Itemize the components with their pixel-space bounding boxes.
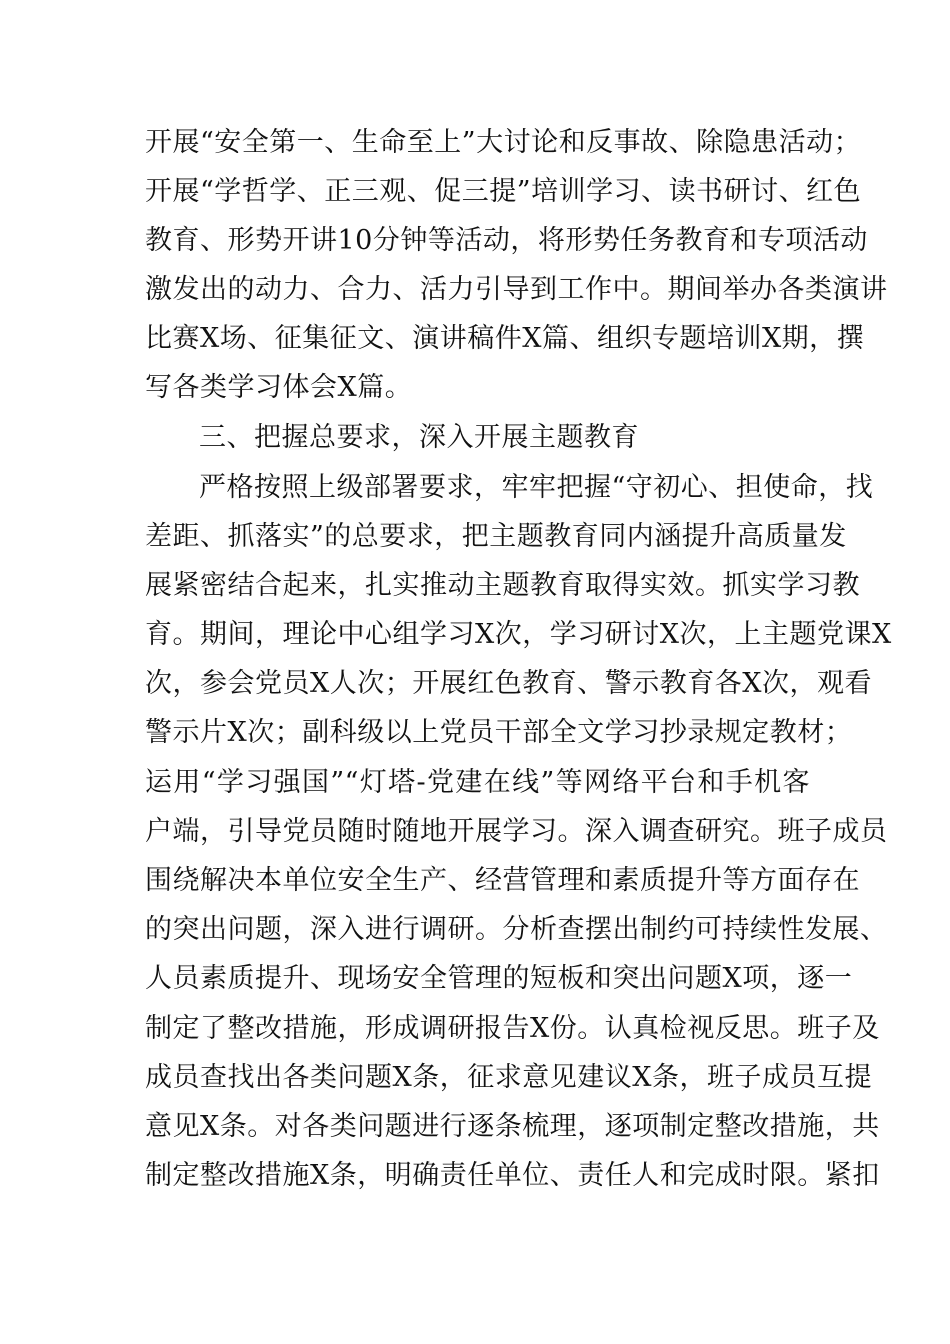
paragraph-line: 户端，引导党员随时随地开展学习。深入调查研究。班子成员 — [145, 816, 888, 847]
paragraph-line: 制定了整改措施，形成调研报告X份。认真检视反思。班子及 — [145, 1013, 880, 1044]
paragraph-line: 育。期间，理论中心组学习X次，学习研讨X次，上主题党课X — [145, 619, 892, 650]
paragraph-line: 严格按照上级部署要求，牢牢把握“守初心、担使命，找 — [199, 472, 874, 503]
paragraph-line: 开展“安全第一、生命至上”大讨论和反事故、除隐患活动； — [145, 127, 862, 158]
paragraph-line: 比赛X场、征集征文、演讲稿件X篇、组织专题培训X期，撰 — [145, 323, 865, 354]
section-heading: 三、把握总要求，深入开展主题教育 — [199, 422, 639, 453]
paragraph-line: 的突出问题，深入进行调研。分析查摆出制约可持续性发展、 — [145, 914, 888, 945]
paragraph-line: 激发出的动力、合力、活力引导到工作中。期间举办各类演讲 — [145, 274, 888, 305]
paragraph-line: 运用“学习强国”“灯塔-党建在线”等网络平台和手机客 — [145, 767, 810, 798]
paragraph-line: 制定整改措施X条，明确责任单位、责任人和完成时限。紧扣 — [145, 1160, 880, 1191]
paragraph-line: 警示片X次；副科级以上党员干部全文学习抄录规定教材； — [145, 717, 853, 748]
paragraph-line: 意见X条。对各类问题进行逐条梳理，逐项制定整改措施，共 — [145, 1111, 880, 1142]
paragraph-line: 次，参会党员X人次；开展红色教育、警示教育各X次，观看 — [145, 668, 872, 699]
paragraph-line: 展紧密结合起来，扎实推动主题教育取得实效。抓实学习教 — [145, 570, 860, 601]
paragraph-line: 开展“学哲学、正三观、促三提”培训学习、读书研讨、红色 — [145, 176, 862, 207]
paragraph-line: 教育、形势开讲10分钟等活动，将形势任务教育和专项活动 — [145, 225, 868, 256]
paragraph-line: 围绕解决本单位安全生产、经营管理和素质提升等方面存在 — [145, 865, 860, 896]
paragraph-line: 写各类学习体会X篇。 — [145, 372, 413, 403]
paragraph-line: 差距、抓落实”的总要求，把主题教育同内涵提升高质量发 — [145, 521, 847, 552]
paragraph-line: 人员素质提升、现场安全管理的短板和突出问题X项，逐一 — [145, 963, 853, 994]
paragraph-line: 成员查找出各类问题X条，征求意见建议X条，班子成员互提 — [145, 1062, 872, 1093]
